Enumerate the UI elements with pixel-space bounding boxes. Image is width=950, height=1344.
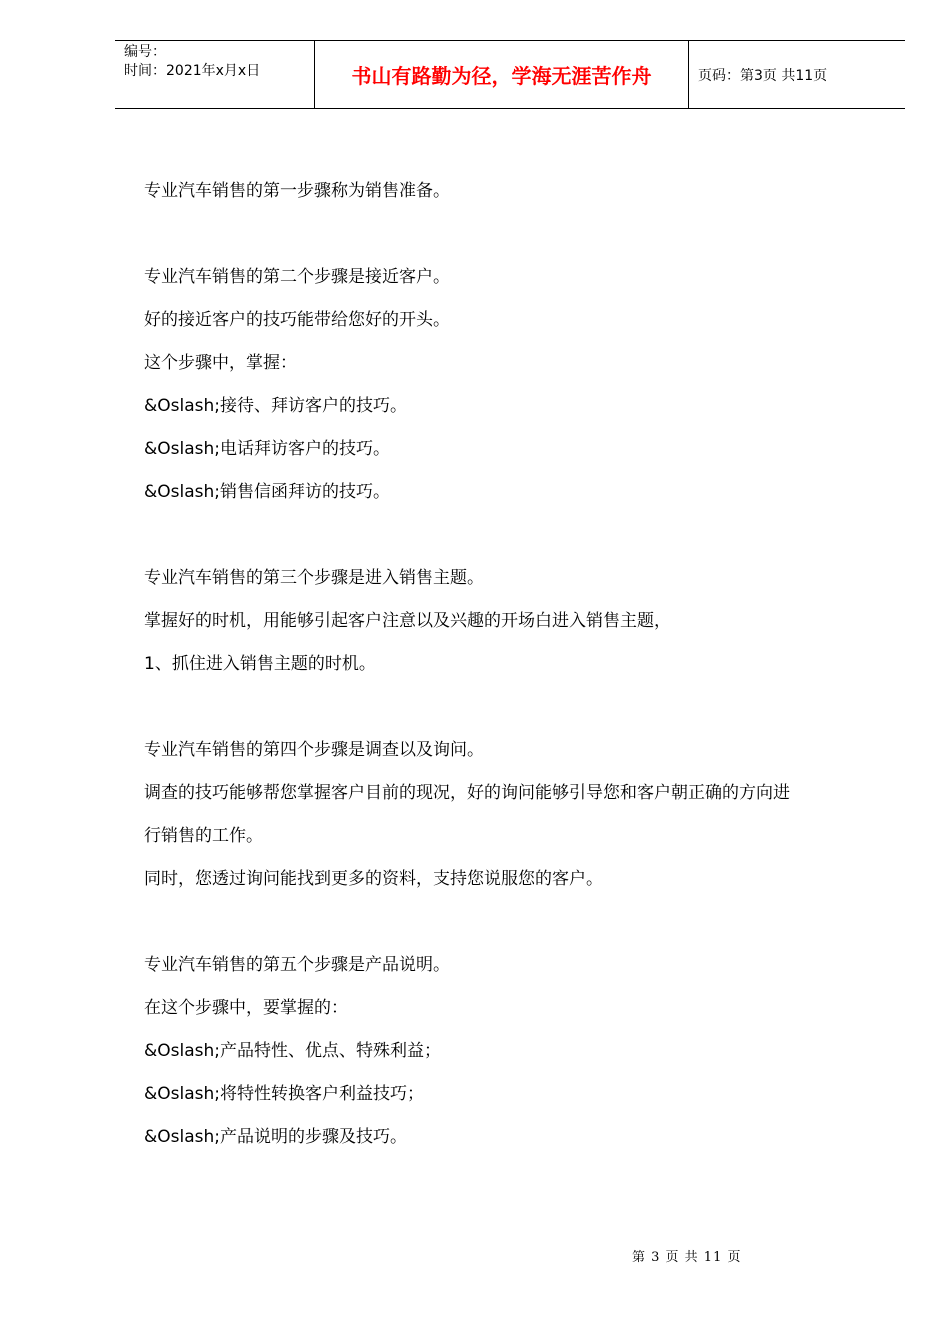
text-line: 在这个步骤中，要掌握的： — [144, 998, 348, 1018]
text-line: 1、抓住进入销售主题的时机。 — [144, 654, 376, 674]
document-header — [115, 40, 905, 109]
document-body — [144, 170, 884, 1159]
blank-line — [144, 514, 884, 557]
number-label: 编号： — [124, 44, 166, 60]
text-line: &Oslash;接待、拜访客户的技巧。 — [144, 396, 407, 416]
blank-line — [144, 686, 884, 729]
text-line: 专业汽车销售的第三个步骤是进入销售主题。 — [144, 568, 484, 588]
text-line: 好的接近客户的技巧能带给您好的开头。 — [144, 310, 450, 330]
blank-line — [144, 901, 884, 944]
blank-line — [144, 213, 884, 256]
time-label: 时间：2021年x月x日 — [124, 63, 261, 79]
header-motto: 书山有路勤为径，学海无涯苦作舟 — [315, 41, 689, 108]
text-line: &Oslash;产品特性、优点、特殊利益； — [144, 1041, 441, 1061]
text-line: &Oslash;将特性转换客户利益技巧； — [144, 1084, 424, 1104]
text-line: 同时，您透过询问能找到更多的资料，支持您说服您的客户。 — [144, 869, 603, 889]
text-line: &Oslash;电话拜访客户的技巧。 — [144, 439, 390, 459]
text-line: 专业汽车销售的第一步骤称为销售准备。 — [144, 181, 450, 201]
text-line: 行销售的工作。 — [144, 826, 263, 846]
text-line: 这个步骤中，掌握： — [144, 353, 297, 373]
header-page-info: 页码：第3页 共11页 — [698, 67, 828, 84]
text-line: 专业汽车销售的第四个步骤是调查以及询问。 — [144, 740, 484, 760]
text-line: 掌握好的时机，用能够引起客户注意以及兴趣的开场白进入销售主题， — [144, 611, 671, 631]
header-meta — [115, 41, 315, 108]
text-line: 专业汽车销售的第二个步骤是接近客户。 — [144, 267, 450, 287]
text-line: 专业汽车销售的第五个步骤是产品说明。 — [144, 955, 450, 975]
text-line: &Oslash;产品说明的步骤及技巧。 — [144, 1127, 407, 1147]
text-line: &Oslash;销售信函拜访的技巧。 — [144, 482, 390, 502]
page-footer: 第 3 页 共 11 页 — [632, 1250, 742, 1265]
text-line: 调查的技巧能够帮您掌握客户目前的现况，好的询问能够引导您和客户朝正确的方向进 — [144, 783, 790, 803]
